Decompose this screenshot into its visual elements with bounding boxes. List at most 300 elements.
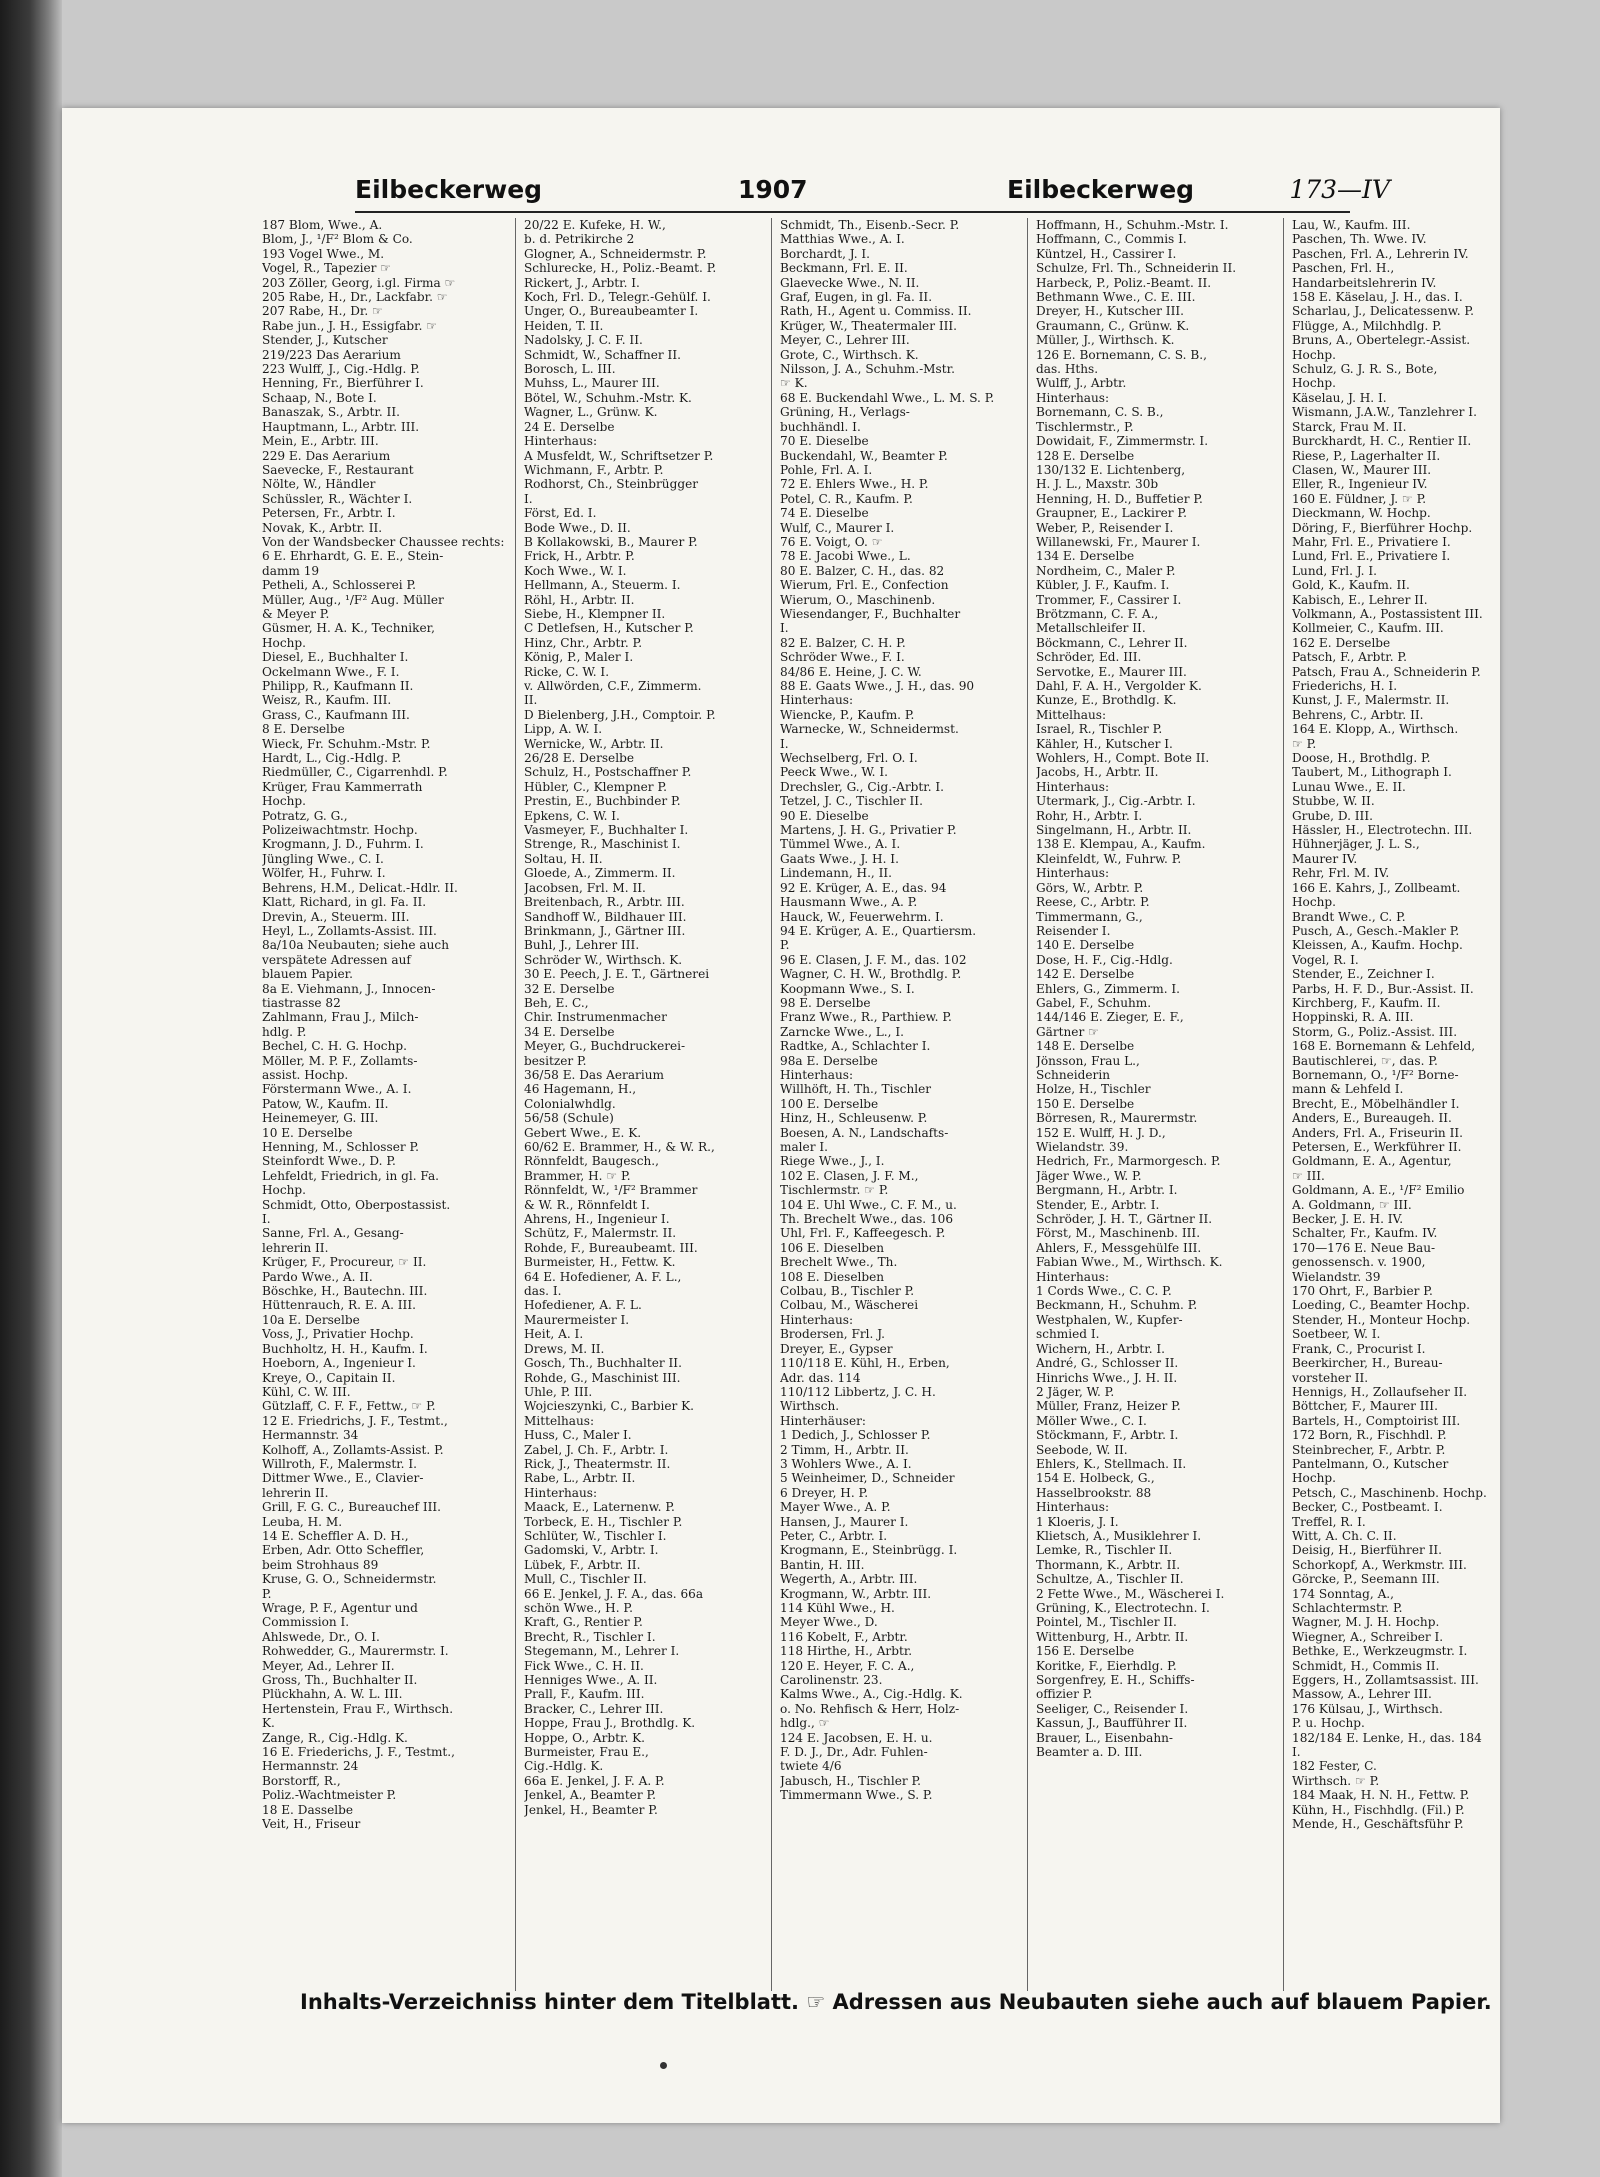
directory-entry-line: Adr. das. 114	[780, 1370, 861, 1385]
directory-entry-line: C Detlefsen, H., Kutscher P.	[524, 621, 694, 636]
directory-entry-line: Klatt, Richard, in gl. Fa. II.	[262, 895, 427, 910]
directory-entry-line: Heit, A. I.	[524, 1327, 584, 1342]
directory-entry-line: Warnecke, W., Schneidermst.	[780, 722, 959, 737]
directory-entry-line: 8 E. Derselbe	[262, 722, 345, 737]
directory-entry-line: Boesen, A. N., Landschafts-	[780, 1125, 949, 1140]
directory-entry-line: Henning, Fr., Bierführer I.	[262, 376, 424, 391]
directory-entry-line: Polizeiwachtmstr. Hochp.	[262, 823, 418, 838]
directory-entry-line: Dahl, F. A. H., Vergolder K.	[1036, 679, 1202, 693]
directory-entry-line: Jacobs, H., Arbtr. II.	[1036, 765, 1159, 780]
directory-entry-line: I.	[1292, 1745, 1301, 1760]
directory-entry-line: Schneiderin	[1036, 1067, 1110, 1082]
directory-entry-line: 24 E. Derselbe	[524, 419, 615, 434]
directory-entry-line: Ricke, C. W. I.	[524, 664, 610, 679]
directory-entry-line: Krüger, Frau Kammerrath	[262, 779, 423, 794]
directory-entry-line: 174 Sonntag, A.,	[1292, 1586, 1394, 1601]
directory-entry-line: Sanne, Frl. A., Gesang-	[262, 1226, 404, 1241]
directory-entry-line: 32 E. Derselbe	[524, 981, 615, 996]
directory-entry-line: Bethke, E., Werkzeugmstr. I.	[1292, 1644, 1468, 1659]
directory-entry-line: 170—176 E. Neue Bau-	[1292, 1240, 1436, 1255]
directory-entry-line: Beamter a. D. III.	[1036, 1745, 1143, 1760]
directory-entry-line: Dieckmann, W. Hochp.	[1292, 506, 1431, 521]
directory-entry-line: Hüttenrauch, R. E. A. III.	[262, 1298, 416, 1313]
directory-entry-line: 158 E. Käselau, J. H., das. I.	[1292, 290, 1463, 305]
directory-entry-line: Kleinfeldt, W., Fuhrw. P.	[1036, 851, 1182, 866]
directory-entry-line: Hübler, C., Klempner P.	[524, 779, 667, 794]
directory-entry-line: 184 Maak, H. N. H., Fettw. P.	[1292, 1788, 1470, 1803]
directory-entry-line: Bantin, H. III.	[780, 1557, 865, 1572]
directory-entry-line: 168 E. Bornemann & Lehfeld,	[1292, 1039, 1476, 1054]
directory-entry-line: Weber, P., Reisender I.	[1036, 520, 1174, 535]
directory-entry-line: Colbau, B., Tischler P.	[780, 1284, 915, 1299]
directory-entry-line: 56/58 (Schule)	[524, 1111, 614, 1126]
directory-entry-line: Brecht, R., Tischler I.	[524, 1629, 656, 1644]
directory-entry-line: Wichern, H., Arbtr. I.	[1036, 1341, 1166, 1356]
directory-entry-line: Hennigs, H., Zollaufseher II.	[1292, 1384, 1468, 1399]
directory-entry-line: Kreye, O., Capitain II.	[262, 1370, 396, 1385]
directory-entry-line: Käselau, J. H. I.	[1292, 390, 1387, 405]
directory-entry-line: Huss, C., Maler I.	[524, 1428, 632, 1443]
directory-entry-line: Klietsch, A., Musiklehrer I.	[1036, 1528, 1202, 1543]
directory-entry-line: Siebe, H., Klempner II.	[524, 606, 666, 621]
directory-entry-line: 98a E. Derselbe	[780, 1053, 878, 1068]
directory-entry-line: 78 E. Jacobi Wwe., L.	[780, 549, 911, 564]
directory-entry-line: Volkmann, A., Postassistent III.	[1292, 606, 1483, 621]
directory-entry-line: Schultze, A., Tischler II.	[1036, 1572, 1184, 1587]
directory-entry-line: Hinz, Chr., Arbtr. P.	[524, 635, 643, 650]
directory-entry-line: offizier P.	[1036, 1687, 1093, 1702]
directory-entry-line: Wierum, Frl. E., Confection	[780, 578, 949, 593]
directory-entry-line: Leuba, H. M.	[262, 1514, 343, 1529]
column-4	[1036, 218, 1274, 1991]
directory-entry-line: 74 E. Dieselbe	[780, 506, 869, 521]
directory-entry-line: Hochp.	[262, 635, 306, 650]
directory-entry-line: 100 E. Derselbe	[780, 1096, 879, 1111]
directory-entry-line: Veit, H., Friseur	[262, 1817, 361, 1832]
directory-entry-line: Pohle, Frl. A. I.	[780, 462, 873, 477]
directory-entry-line: Mittelhaus:	[524, 1413, 595, 1428]
directory-entry-line: Hardt, L., Cig.-Hdlg. P.	[262, 751, 402, 766]
directory-entry-line: blauem Papier.	[262, 967, 353, 982]
directory-entry-line: 2 Jäger, W. P.	[1036, 1384, 1115, 1399]
directory-entry-line: 8a E. Viehmann, J., Innocen-	[262, 981, 436, 996]
directory-entry-line: Willroth, F., Malermstr. I.	[262, 1456, 417, 1471]
directory-entry-line: schön Wwe., H. P.	[524, 1601, 633, 1615]
column-divider	[1027, 218, 1028, 1991]
directory-entry-line: Hertenstein, Frau F., Wirthsch.	[262, 1701, 454, 1716]
directory-entry-line: Bechel, C. H. G. Hochp.	[262, 1039, 407, 1054]
directory-entry-line: Uhl, Frl. F., Kaffeegesch. P.	[780, 1226, 946, 1241]
directory-entry-line: 130/132 E. Lichtenberg,	[1036, 462, 1186, 477]
directory-entry-line: Prestin, E., Buchbinder P.	[524, 794, 681, 809]
directory-entry-line: Patsch, Frau A., Schneiderin P.	[1292, 664, 1481, 679]
directory-entry-line: Diesel, E., Buchhalter I.	[262, 650, 409, 665]
directory-entry-line: Friederichs, H. I.	[1292, 679, 1398, 693]
directory-entry-line: Meyer, G., Buchdruckerei-	[524, 1039, 686, 1054]
directory-entry-line: Koch Wwe., W. I.	[524, 563, 627, 578]
directory-entry-line: verspätete Adressen auf	[262, 952, 411, 967]
directory-entry-line: Banaszak, S., Arbtr. II.	[262, 405, 400, 420]
directory-entry-line: Wagner, C. H. W., Brothdlg. P.	[780, 967, 962, 982]
directory-entry-line: Weisz, R., Kaufm. III.	[262, 693, 392, 708]
directory-entry-line: Gloede, A., Zimmerm. II.	[524, 866, 676, 881]
directory-entry-line: Wulff, J., Arbtr.	[1036, 376, 1127, 391]
directory-entry-line: Ahlers, F., Messgehülfe III.	[1036, 1240, 1202, 1255]
directory-entry-line: Hoppe, O., Arbtr. K.	[524, 1730, 646, 1745]
directory-entry-line: Grüning, K., Electrotechn. I.	[1036, 1601, 1210, 1615]
directory-entry-line: Stender, E., Arbtr. I.	[1036, 1197, 1160, 1212]
directory-entry-line: Scharlau, J., Delicatessenw. P.	[1292, 304, 1474, 319]
directory-entry-line: Schulz, G. J. R. S., Bote,	[1292, 362, 1438, 377]
directory-entry-line: Willanewski, Fr., Maurer I.	[1036, 534, 1201, 549]
directory-entry-line: Breitenbach, R., Arbtr. III.	[524, 895, 685, 910]
directory-entry-line: Stöckmann, F., Arbtr. I.	[1036, 1428, 1179, 1443]
directory-entry-line: Hedrich, Fr., Marmorgesch. P.	[1036, 1154, 1221, 1169]
directory-entry-line: Wichmann, F., Arbtr. P.	[524, 462, 664, 477]
directory-entry-line: Dose, H. F., Cig.-Hdlg.	[1036, 952, 1173, 967]
directory-entry-line: Becker, C., Postbeamt. I.	[1292, 1500, 1443, 1515]
directory-entry-line: Jäger Wwe., W. P.	[1036, 1168, 1142, 1183]
directory-entry-line: 90 E. Dieselbe	[780, 808, 869, 823]
directory-entry-line: Bode Wwe., D. II.	[524, 520, 631, 535]
directory-entry-line: 108 E. Dieselben	[780, 1269, 885, 1284]
directory-entry-line: Wiencke, P., Kaufm. P.	[780, 707, 915, 722]
directory-entry-line: Voss, J., Privatier Hochp.	[262, 1327, 414, 1342]
column-divider	[1283, 218, 1284, 1991]
directory-entry-line: twiete 4/6	[780, 1759, 842, 1774]
directory-entry-line: o. No. Rehfisch & Herr, Holz-	[780, 1701, 960, 1716]
directory-entry-line: Wrage, P. F., Agentur und	[262, 1601, 418, 1615]
directory-entry-line: Clasen, W., Maurer III.	[1292, 462, 1432, 477]
directory-entry-line: Colbau, M., Wäscherei	[780, 1298, 919, 1313]
directory-entry-line: 128 E. Derselbe	[1036, 448, 1135, 463]
directory-entry-line: Güsmer, H. A. K., Techniker,	[262, 621, 435, 636]
directory-entry-line: Bornemann, O., ¹/F² Borne-	[1292, 1067, 1459, 1082]
directory-entry-line: Hellmann, A., Steuerm. I.	[524, 578, 681, 593]
directory-entry-line: 154 E. Holbeck, G.,	[1036, 1471, 1155, 1486]
header-street-right: Eilbeckerweg	[1007, 175, 1195, 204]
directory-entry-line: Böttcher, F., Maurer III.	[1292, 1399, 1438, 1414]
directory-entry-line: Frick, H., Arbtr. P.	[524, 549, 635, 564]
directory-entry-line: Drews, M. II.	[524, 1341, 605, 1356]
directory-entry-line: Timmermann Wwe., S. P.	[780, 1788, 933, 1803]
directory-entry-line: Tetzel, J. C., Tischler II.	[780, 794, 923, 809]
directory-entry-line: Wismann, J.A.W., Tanzlehrer I.	[1292, 405, 1477, 420]
directory-entry-line: 6 E. Ehrhardt, G. E. E., Stein-	[262, 549, 444, 564]
directory-entry-line: Petsch, C., Maschinenb. Hochp.	[1292, 1485, 1487, 1500]
directory-entry-line: Jenkel, A., Beamter P.	[524, 1788, 656, 1803]
directory-entry-line: Fick Wwe., C. H. II.	[524, 1658, 644, 1673]
directory-entry-line: 114 Kühl Wwe., H.	[780, 1601, 895, 1615]
directory-entry-line: Kirchberg, F., Kaufm. II.	[1292, 995, 1441, 1010]
directory-entry-line: Paschen, Frl. A., Lehrerin IV.	[1292, 246, 1469, 261]
directory-entry-line: Bautischlerei, ☞, das. P.	[1292, 1053, 1438, 1068]
directory-entry-line: Graupner, E., Lackirer P.	[1036, 506, 1187, 521]
directory-entry-line: Hoppe, Frau J., Brothdlg. K.	[524, 1716, 696, 1731]
directory-entry-line: 182 Fester, C.	[1292, 1759, 1377, 1774]
directory-entry-line: Gabel, F., Schuhm.	[1036, 995, 1152, 1010]
directory-entry-line: 2 Timm, H., Arbtr. II.	[780, 1442, 909, 1457]
directory-entry-line: Müller, J., Wirthsch. K.	[1036, 333, 1175, 348]
directory-entry-line: 144/146 E. Zieger, E. F.,	[1036, 1010, 1184, 1025]
header-page-number: 173—IV	[1289, 175, 1390, 204]
directory-entry-line: Rohr, H., Arbtr. I.	[1036, 808, 1143, 823]
directory-entry-line: Poliz.-Wachtmeister P.	[262, 1788, 397, 1803]
directory-entry-line: Hochp.	[262, 794, 306, 809]
directory-entry-line: 92 E. Krüger, A. E., das. 94	[780, 880, 947, 895]
directory-entry-line: Hoeborn, A., Ingenieur I.	[262, 1356, 416, 1371]
directory-entry-line: 193 Vogel Wwe., M.	[262, 246, 385, 261]
directory-entry-line: A Musfeldt, W., Schriftsetzer P.	[524, 448, 714, 463]
directory-entry-line: Seeliger, C., Reisender I.	[1036, 1701, 1189, 1716]
directory-entry-line: Dreyer, H., Kutscher III.	[1036, 304, 1184, 319]
directory-entry-line: Rohde, G., Maschinist III.	[524, 1370, 681, 1385]
directory-entry-line: Schaap, N., Bote I.	[262, 390, 377, 405]
directory-entry-line: 20/22 E. Kufeke, H. W.,	[524, 218, 666, 232]
directory-entry-line: Lund, Frl. J. I.	[1292, 563, 1377, 578]
directory-entry-line: Zahlmann, Frau J., Milch-	[262, 1010, 419, 1025]
directory-entry-line: Trommer, F., Cassirer I.	[1036, 592, 1182, 607]
directory-entry-line: Rabe jun., J. H., Essigfabr. ☞	[262, 318, 438, 333]
directory-entry-line: Rickert, J., Arbtr. I.	[524, 275, 640, 290]
directory-entry-line: P.	[780, 938, 790, 953]
directory-entry-line: Wiegner, A., Schreiber I.	[1292, 1629, 1444, 1644]
directory-entry-line: Meyer Wwe., D.	[780, 1615, 878, 1630]
directory-entry-line: Potel, C. R., Kaufm. P.	[780, 491, 913, 506]
directory-entry-line: Schröder, J. H. T., Gärtner II.	[1036, 1212, 1213, 1227]
directory-entry-line: das. Hths.	[1036, 362, 1099, 377]
directory-entry-line: Nadolsky, J. C. F. II.	[524, 333, 643, 348]
directory-entry-line: Commission I.	[262, 1615, 350, 1630]
directory-entry-line: Jenkel, H., Beamter P.	[524, 1802, 658, 1817]
directory-entry-line: 84/86 E. Heine, J. C. W.	[780, 664, 922, 679]
directory-entry-line: Treffel, R. I.	[1292, 1514, 1366, 1529]
directory-entry-line: Kalms Wwe., A., Cig.-Hdlg. K.	[780, 1687, 963, 1702]
directory-entry-line: 3 Wohlers Wwe., A. I.	[780, 1456, 912, 1471]
directory-entry-line: Böckmann, C., Lehrer II.	[1036, 635, 1188, 650]
directory-entry-line: 66 E. Jenkel, J. F. A., das. 66a	[524, 1586, 704, 1601]
directory-entry-line: Stender, E., Zeichner I.	[1292, 967, 1435, 982]
directory-entry-line: Hinterhaus:	[1036, 390, 1110, 405]
directory-entry-line: Stegemann, M., Lehrer I.	[524, 1644, 680, 1659]
directory-entry-line: Krogmann, J. D., Fuhrm. I.	[262, 837, 424, 852]
directory-entry-line: Rath, H., Agent u. Commiss. II.	[780, 304, 972, 319]
directory-entry-line: Israel, R., Tischler P.	[1036, 722, 1163, 737]
directory-entry-line: 176 Külsau, J., Wirthsch.	[1292, 1701, 1443, 1716]
directory-entry-line: Förstermann Wwe., A. I.	[262, 1082, 412, 1097]
directory-entry-line: Timmermann, G.,	[1036, 909, 1143, 924]
directory-entry-line: Soetbeer, W. I.	[1292, 1327, 1381, 1342]
directory-entry-line: Blom, J., ¹/F² Blom & Co.	[262, 232, 413, 247]
directory-entry-line: Muhss, L., Maurer III.	[524, 376, 660, 391]
directory-entry-line: Burckhardt, H. C., Rentier II.	[1292, 434, 1472, 449]
directory-entry-line: Görcke, P., Seemann III.	[1292, 1572, 1440, 1587]
directory-entry-line: 120 E. Heyer, F. C. A.,	[780, 1658, 915, 1673]
directory-entry-line: Krüger, F., Procureur, ☞ II.	[262, 1255, 427, 1270]
directory-entry-line: Eggers, H., Zollamtsassist. III.	[1292, 1673, 1479, 1688]
directory-columns	[262, 218, 1487, 1991]
directory-entry-line: Lipp, A. W. I.	[524, 722, 603, 737]
directory-entry-line: Müller, Aug., ¹/F² Aug. Müller	[262, 592, 444, 607]
directory-entry-line: Mull, C., Tischler II.	[524, 1572, 647, 1587]
directory-entry-line: ☞ P.	[1292, 736, 1317, 751]
directory-entry-line: Krogmann, W., Arbtr. III.	[780, 1586, 932, 1601]
directory-entry-line: Franz Wwe., R., Parthiew. P.	[780, 1010, 952, 1025]
directory-entry-line: 140 E. Derselbe	[1036, 938, 1135, 953]
directory-entry-line: ☞ K.	[780, 376, 808, 391]
directory-entry-line: Gärtner ☞	[1036, 1024, 1099, 1039]
directory-entry-line: Anders, E., Bureaugeh. II.	[1292, 1111, 1452, 1126]
directory-entry-line: damm 19	[262, 563, 320, 578]
directory-entry-line: Rönnfeldt, W., ¹/F² Brammer	[524, 1183, 698, 1198]
directory-entry-line: Schmidt, Otto, Oberpostassist.	[262, 1197, 451, 1212]
directory-entry-line: I.	[524, 491, 533, 506]
directory-entry-line: Hauck, W., Feuerwehrm. I.	[780, 909, 944, 924]
directory-entry-line: Wagner, L., Grünw. K.	[524, 405, 658, 420]
directory-entry-line: Gosch, Th., Buchhalter II.	[524, 1356, 682, 1371]
directory-entry-line: Meyer, C., Lehrer III.	[780, 333, 910, 348]
directory-entry-line: 142 E. Derselbe	[1036, 967, 1135, 982]
directory-entry-line: Bethmann Wwe., C. E. III.	[1036, 290, 1196, 305]
directory-entry-line: 8a/10a Neubauten; siehe auch	[262, 938, 449, 953]
directory-entry-line: Radtke, A., Schlachter I.	[780, 1039, 931, 1054]
directory-entry-line: tiastrasse 82	[262, 995, 341, 1010]
directory-entry-line: Pardo Wwe., A. II.	[262, 1269, 373, 1284]
directory-entry-line: 30 E. Peech, J. E. T., Gärtnerei	[524, 967, 710, 982]
column-1	[262, 218, 507, 1991]
directory-entry-line: Bruns, A., Obertelegr.-Assist.	[1292, 333, 1471, 348]
directory-entry-line: beim Strohhaus 89	[262, 1557, 379, 1572]
directory-entry-line: Hühnerjäger, J. L. S.,	[1292, 837, 1420, 852]
directory-entry-line: 205 Rabe, H., Dr., Lackfabr. ☞	[262, 290, 448, 305]
directory-entry-line: Witt, A. Ch. C. II.	[1292, 1528, 1397, 1543]
directory-entry-line: Gaats Wwe., J. H. I.	[780, 851, 899, 866]
directory-entry-line: Schalter, Fr., Kaufm. IV.	[1292, 1226, 1438, 1241]
directory-entry-line: Metallschleifer II.	[1036, 621, 1146, 636]
directory-entry-line: Lau, W., Kaufm. III.	[1292, 218, 1411, 232]
directory-entry-line: Kunze, E., Brothdlg. K.	[1036, 693, 1177, 708]
directory-entry-line: Pointel, M., Tischler II.	[1036, 1615, 1177, 1630]
directory-entry-line: Wechselberg, Frl. O. I.	[780, 751, 918, 766]
directory-entry-line: 5 Weinheimer, D., Schneider	[780, 1471, 955, 1486]
directory-entry-line: Hasselbrookstr. 88	[1036, 1485, 1152, 1500]
directory-entry-line: Wernicke, W., Arbtr. II.	[524, 736, 664, 751]
directory-entry-line: Saevecke, F., Restaurant	[262, 462, 414, 477]
directory-entry-line: 10a E. Derselbe	[262, 1312, 360, 1327]
directory-entry-line: Pantelmann, O., Kutscher	[1292, 1456, 1449, 1471]
directory-entry-line: Peter, C., Arbtr. I.	[780, 1528, 888, 1543]
directory-entry-line: Hauptmann, L., Arbtr. III.	[262, 419, 420, 434]
directory-entry-line: Bornemann, C. S. B.,	[1036, 405, 1164, 420]
directory-entry-line: Starck, Frau M. II.	[1292, 419, 1407, 434]
directory-entry-line: 148 E. Derselbe	[1036, 1039, 1135, 1054]
directory-entry-line: Meyer, Ad., Lehrer II.	[262, 1658, 395, 1673]
directory-entry-line: Seebode, W. II.	[1036, 1442, 1128, 1457]
directory-entry-line: Becker, J. E. H. IV.	[1292, 1212, 1404, 1227]
column-2	[524, 218, 762, 1991]
directory-entry-line: Hinterhaus:	[780, 1067, 854, 1082]
directory-entry-line: Brodersen, Frl. J.	[780, 1327, 885, 1342]
directory-entry-line: Wölfer, H., Fuhrw. I.	[262, 866, 386, 881]
directory-entry-line: Kühn, H., Fischhdlg. (Fil.) P.	[1292, 1802, 1465, 1817]
directory-entry-line: Philipp, R., Kaufmann II.	[262, 679, 414, 693]
directory-entry-line: Döring, F., Bierführer Hochp.	[1292, 520, 1473, 535]
directory-entry-line: 182/184 E. Lenke, H., das. 184	[1292, 1730, 1482, 1745]
directory-entry-line: Schulze, Frl. Th., Schneiderin II.	[1036, 261, 1237, 276]
directory-entry-line: Vogel, R. I.	[1292, 952, 1359, 967]
directory-entry-line: 203 Zöller, Georg, i.gl. Firma ☞	[262, 275, 456, 290]
directory-entry-line: Westphalen, W., Kupfer-	[1036, 1312, 1183, 1327]
header-street-left: Eilbeckerweg	[355, 175, 543, 204]
directory-entry-line: Burmeister, Frau E.,	[524, 1745, 649, 1760]
directory-entry-line: André, G., Schlosser II.	[1036, 1356, 1179, 1371]
directory-entry-line: Schulz, H., Postschaffner P.	[524, 765, 692, 780]
directory-entry-line: Kollmeier, C., Kaufm. III.	[1292, 621, 1444, 636]
book-binding-edge	[0, 0, 62, 2177]
directory-entry-line: Schmidt, W., Schaffner II.	[524, 347, 681, 362]
directory-entry-line: Görs, W., Arbtr. P.	[1036, 880, 1144, 895]
directory-entry-line: Prall, F., Kaufm. III.	[524, 1687, 645, 1702]
directory-entry-line: 116 Kobelt, F., Arbtr.	[780, 1629, 908, 1644]
directory-entry-line: Jönsson, Frau L.,	[1036, 1053, 1140, 1068]
directory-entry-line: Doose, H., Brothdlg. P.	[1292, 751, 1431, 766]
directory-entry-line: Schmidt, H., Commis II.	[1292, 1658, 1440, 1673]
directory-entry-line: 164 E. Klopp, A., Wirthsch.	[1292, 722, 1459, 737]
directory-entry-line: Lemke, R., Tischler II.	[1036, 1543, 1173, 1558]
directory-entry-line: H. J. L., Maxstr. 30b	[1036, 477, 1159, 492]
directory-entry-line: Beh, E. C.,	[524, 995, 589, 1010]
directory-entry-line: 82 E. Balzer, C. H. P.	[780, 635, 906, 650]
directory-entry-line: Schmidt, Th., Eisenb.-Secr. P.	[780, 218, 960, 232]
directory-entry-line: Maack, E., Laternenw. P.	[524, 1500, 675, 1515]
directory-entry-line: Gold, K., Kaufm. II.	[1292, 578, 1410, 593]
directory-entry-line: Brammer, H. ☞ P.	[524, 1168, 631, 1183]
directory-entry-line: Brauer, L., Eisenbahn-	[1036, 1730, 1173, 1745]
directory-entry-line: Reisender I.	[1036, 923, 1111, 938]
directory-entry-line: Schorkopf, A., Werkmstr. III.	[1292, 1557, 1467, 1572]
directory-entry-line: Lund, Frl. E., Privatiere I.	[1292, 549, 1451, 564]
directory-entry-line: Borchardt, J. I.	[780, 246, 871, 261]
directory-entry-line: 104 E. Uhl Wwe., C. F. M., u.	[780, 1197, 957, 1212]
directory-entry-line: 12 E. Friedrichs, J. F., Testmt.,	[262, 1413, 448, 1428]
directory-entry-line: 187 Blom, Wwe., A.	[262, 218, 383, 232]
directory-entry-line: Brechelt Wwe., Th.	[780, 1255, 898, 1270]
directory-entry-line: Rohwedder, G., Maurermstr. I.	[262, 1644, 449, 1659]
directory-entry-line: Lübek, F., Arbtr. II.	[524, 1557, 641, 1572]
directory-entry-line: Uhle, P. III.	[524, 1384, 593, 1399]
directory-entry-line: Hinterhaus:	[524, 1485, 598, 1500]
directory-entry-line: Kunst, J. F., Malermstr. II.	[1292, 693, 1450, 708]
directory-entry-line: assist. Hochp.	[262, 1067, 349, 1082]
directory-entry-line: 6 Dreyer, H. P.	[780, 1485, 869, 1500]
directory-entry-line: Hinrichs Wwe., J. H. II.	[1036, 1370, 1178, 1385]
directory-entry-line: Stender, J., Kutscher	[262, 333, 388, 348]
directory-entry-line: 94 E. Krüger, A. E., Quartiersm.	[780, 923, 977, 938]
directory-entry-line: Hinterhaus:	[780, 693, 854, 708]
directory-entry-line: Reese, C., Arbtr. P.	[1036, 895, 1150, 910]
directory-entry-line: Plückhahn, A. W. L. III.	[262, 1687, 403, 1702]
directory-entry-line: hdlg. P.	[262, 1024, 307, 1039]
directory-entry-line: Hermannstr. 24	[262, 1759, 359, 1774]
directory-entry-line: Schüssler, R., Wächter I.	[262, 491, 413, 506]
directory-entry-line: Bracker, C., Lehrer III.	[524, 1701, 664, 1716]
directory-entry-line: 166 E. Kahrs, J., Zollbeamt.	[1292, 880, 1461, 895]
directory-entry-line: Storm, G., Poliz.-Assist. III.	[1292, 1024, 1458, 1039]
directory-entry-line: & W. R., Rönnfeldt I.	[524, 1197, 650, 1212]
directory-entry-line: Böschke, H., Bautechn. III.	[262, 1284, 428, 1299]
directory-entry-line: b. d. Petrikirche 2	[524, 232, 635, 247]
directory-entry-line: 10 E. Derselbe	[262, 1125, 353, 1140]
